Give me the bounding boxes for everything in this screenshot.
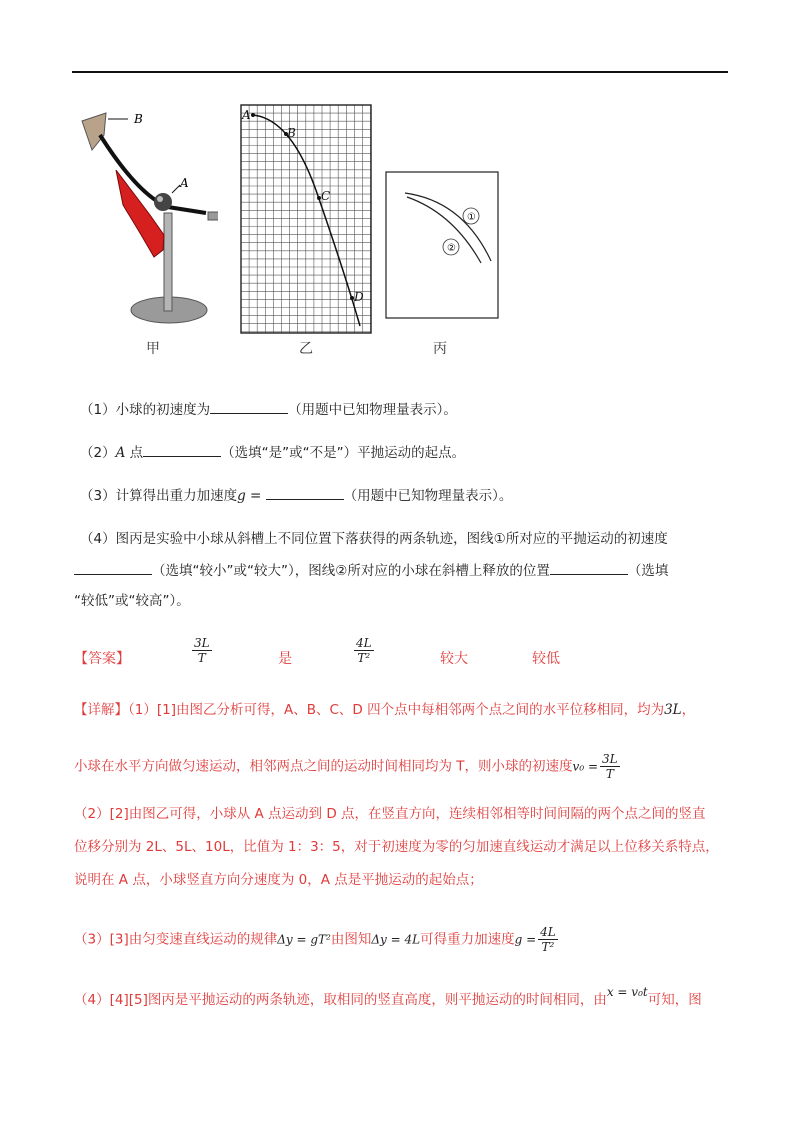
detail-p4: （4）[4][5]图丙是平抛运动的两条轨迹，取相同的竖直高度，则平抛运动的时间相同，由x = v₀t可知，图: [74, 985, 702, 1008]
detail-p2-line-1: （2）[2]由图乙可得，小球从 A 点运动到 D 点，在竖直方向，连续相邻相等时间间隔的两个点之间的竖直: [74, 806, 706, 822]
figure-jia-apparatus: [68, 105, 218, 330]
question-2: （2）A 点 （选填“是”或“不是”）平抛运动的起点。: [80, 442, 465, 463]
detail-p1-line-2: 小球在水平方向做匀速运动，相邻两点之间的运动时间相同均为 T，则小球的初速度v₀ = $\frac{3L}{T}$: [74, 752, 618, 781]
caption-yi: 乙: [299, 341, 313, 357]
label-b: B: [134, 112, 143, 126]
detail-p2-line-2: 位移分别为 2L、5L、10L，比值为 1：3：5，对于初速度为零的匀加速直线运动才满足以上位移关系特点，: [74, 839, 719, 855]
point-c-label: C: [321, 189, 331, 203]
answer-1: $\frac{3L}{T}$: [194, 636, 210, 665]
point-d-label: D: [354, 290, 364, 304]
question-4-line-3: “较低”或“较高”）。: [74, 593, 190, 609]
answer-blank-5[interactable]: [550, 560, 628, 575]
answer-blank-1[interactable]: [210, 399, 288, 414]
point-a-label: A: [242, 108, 251, 122]
caption-bing: 丙: [433, 341, 447, 357]
answer-label: 【答案】: [74, 651, 130, 667]
question-3: （3）计算得出重力加速度g = （用题中已知物理量表示）。: [80, 485, 512, 506]
answer-2: 是: [278, 651, 292, 667]
question-4-line-2: （选填“较小”或“较大”），图线②所对应的小球在斜槽上释放的位置 （选填: [74, 560, 668, 581]
detail-p2-line-3: 说明在 A 点，小球竖直方向分速度为 0，A 点是平抛运动的起始点；: [74, 872, 483, 888]
answer-5: 较低: [532, 651, 560, 667]
answer-3: $\frac{4L}{\text{T²}}$: [356, 636, 372, 665]
question-4-line-1: （4）图丙是实验中小球从斜槽上不同位置下落获得的两条轨迹，图线①所对应的平抛运动的初速度: [80, 531, 668, 547]
label-a: A: [180, 176, 189, 190]
figure-bing-trajectories: [385, 171, 499, 319]
header-rule: [72, 71, 728, 73]
answer-4: 较大: [440, 651, 468, 667]
detail-p1-line-1: 【详解】（1）[1]由图乙分析可得，A、B、C、D 四个点中每相邻两个点之间的水平位移相同，均为3L，: [74, 702, 696, 718]
answer-blank-4[interactable]: [74, 560, 152, 575]
caption-jia: 甲: [146, 341, 160, 357]
question-1: （1）小球的初速度为 （用题中已知物理量表示）。: [80, 399, 457, 420]
figure-yi-grid: [240, 104, 372, 334]
detail-p3: （3）[3]由匀变速直线运动的规律Δy = gT²由图知Δy = 4L可得重力加速度g = $\frac{4L}{\text{T²}}$: [74, 925, 556, 954]
answer-blank-3[interactable]: [266, 485, 344, 500]
curve-2-label: ②: [447, 243, 456, 254]
curve-1-label: ①: [467, 212, 476, 223]
point-b-label: B: [287, 126, 296, 140]
answer-blank-2[interactable]: [143, 442, 221, 457]
